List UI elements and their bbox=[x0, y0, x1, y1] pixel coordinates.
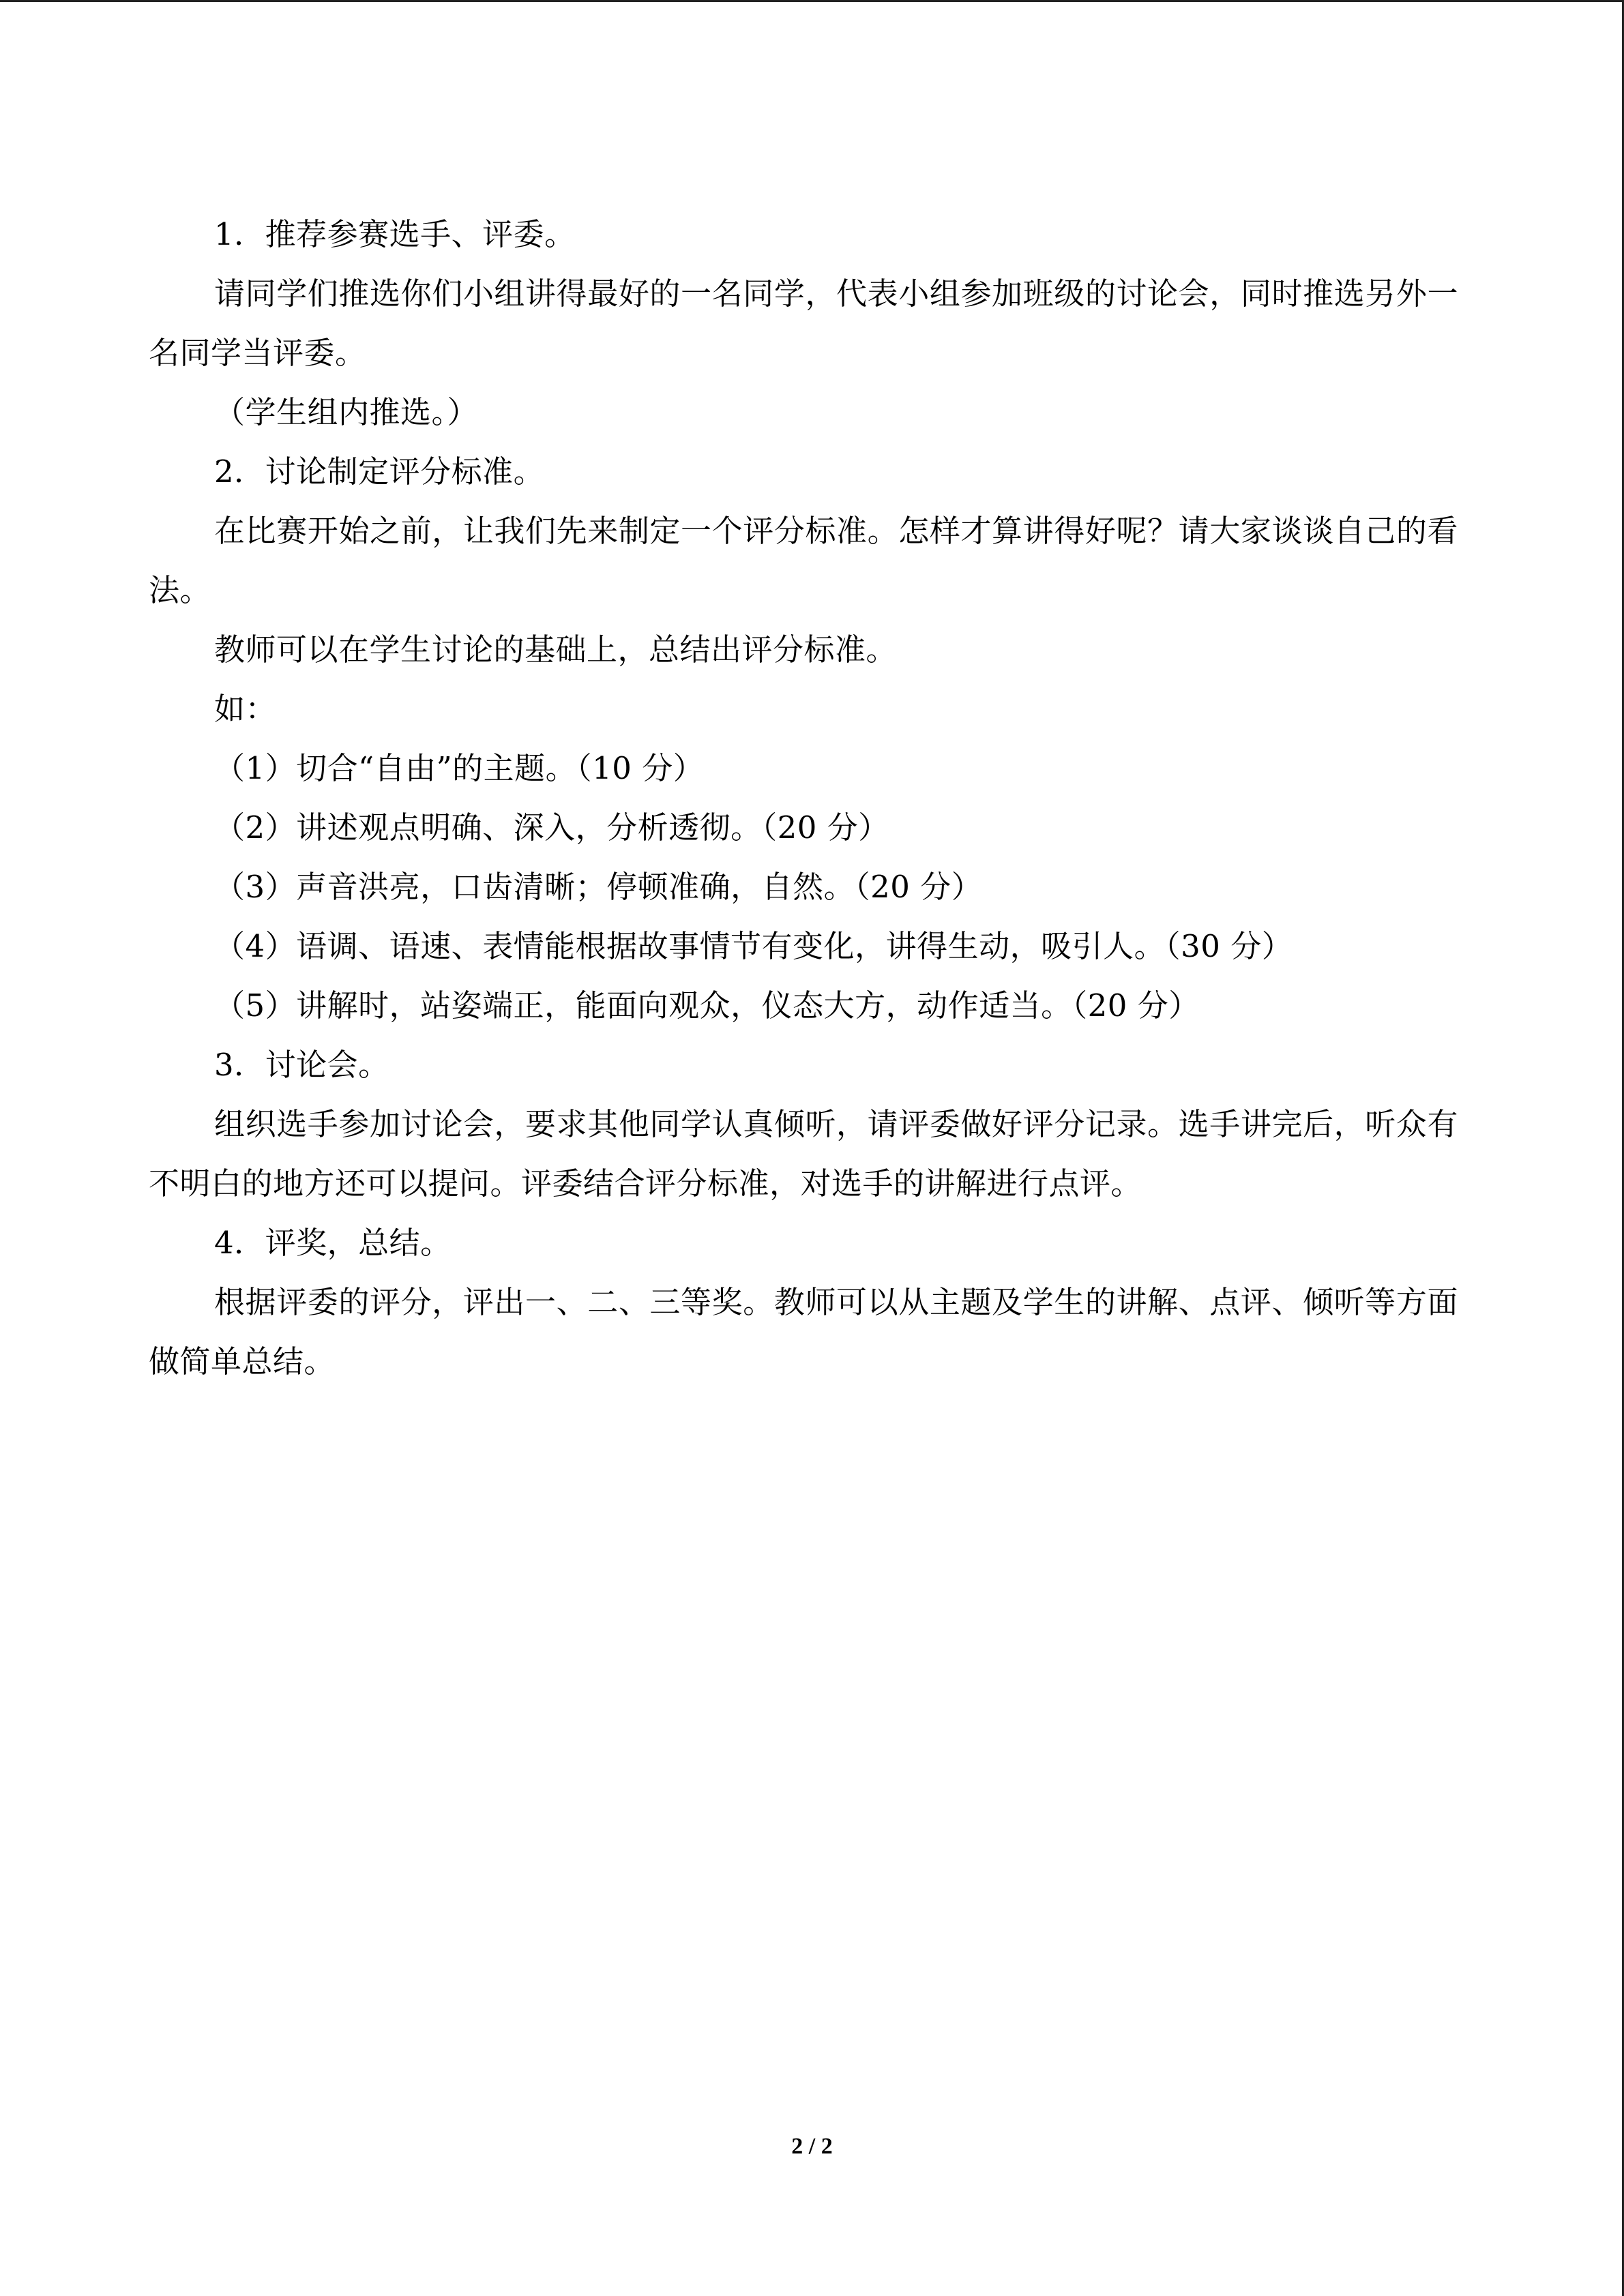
step-2-teacher-note: 教师可以在学生讨论的基础上，总结出评分标准。 bbox=[214, 631, 898, 668]
step-1-note: （学生组内推选。） bbox=[214, 394, 479, 430]
criterion-4: （4）语调、语速、表情能根据故事情节有变化，讲得生动，吸引人。（30 分） bbox=[214, 928, 1293, 964]
step-4-heading: 4．评奖，总结。 bbox=[214, 1225, 452, 1261]
step-2-heading: 2．讨论制定评分标准。 bbox=[214, 453, 545, 490]
step-4-description: 根据评委的评分，评出一、二、三等奖。教师可以从主题及学生的讲解、点评、倾听等方面做简单总结。 bbox=[149, 1284, 1458, 1380]
step-1-instruction: 请同学们推选你们小组讲得最好的一名同学，代表小组参加班级的讨论会，同时推选另外一名同学当评委。 bbox=[149, 275, 1458, 371]
criterion-1: （1）切合“自由”的主题。（10 分） bbox=[214, 750, 705, 786]
criterion-5: （5）讲解时，站姿端正，能面向观众，仪态大方，动作适当。（20 分） bbox=[214, 987, 1200, 1024]
step-1-heading: 1．推荐参赛选手、评委。 bbox=[214, 216, 576, 252]
step-2-intro: 在比赛开始之前，让我们先来制定一个评分标准。怎样才算讲得好呢？请大家谈谈自己的看法。 bbox=[149, 513, 1458, 608]
step-3-heading: 3．讨论会。 bbox=[214, 1047, 389, 1083]
top-border-line bbox=[0, 0, 1624, 2]
example-label: 如： bbox=[214, 691, 277, 727]
page-number: 2 / 2 bbox=[791, 2134, 833, 2159]
document-body bbox=[149, 205, 1458, 1391]
criterion-2: （2）讲述观点明确、深入，分析透彻。（20 分） bbox=[214, 809, 889, 846]
criterion-3: （3）声音洪亮，口齿清晰；停顿准确，自然。（20 分） bbox=[214, 869, 983, 905]
step-3-description: 组织选手参加讨论会，要求其他同学认真倾听，请评委做好评分记录。选手讲完后，听众有不明白的地方还可以提问。评委结合评分标准，对选手的讲解进行点评。 bbox=[149, 1106, 1458, 1202]
